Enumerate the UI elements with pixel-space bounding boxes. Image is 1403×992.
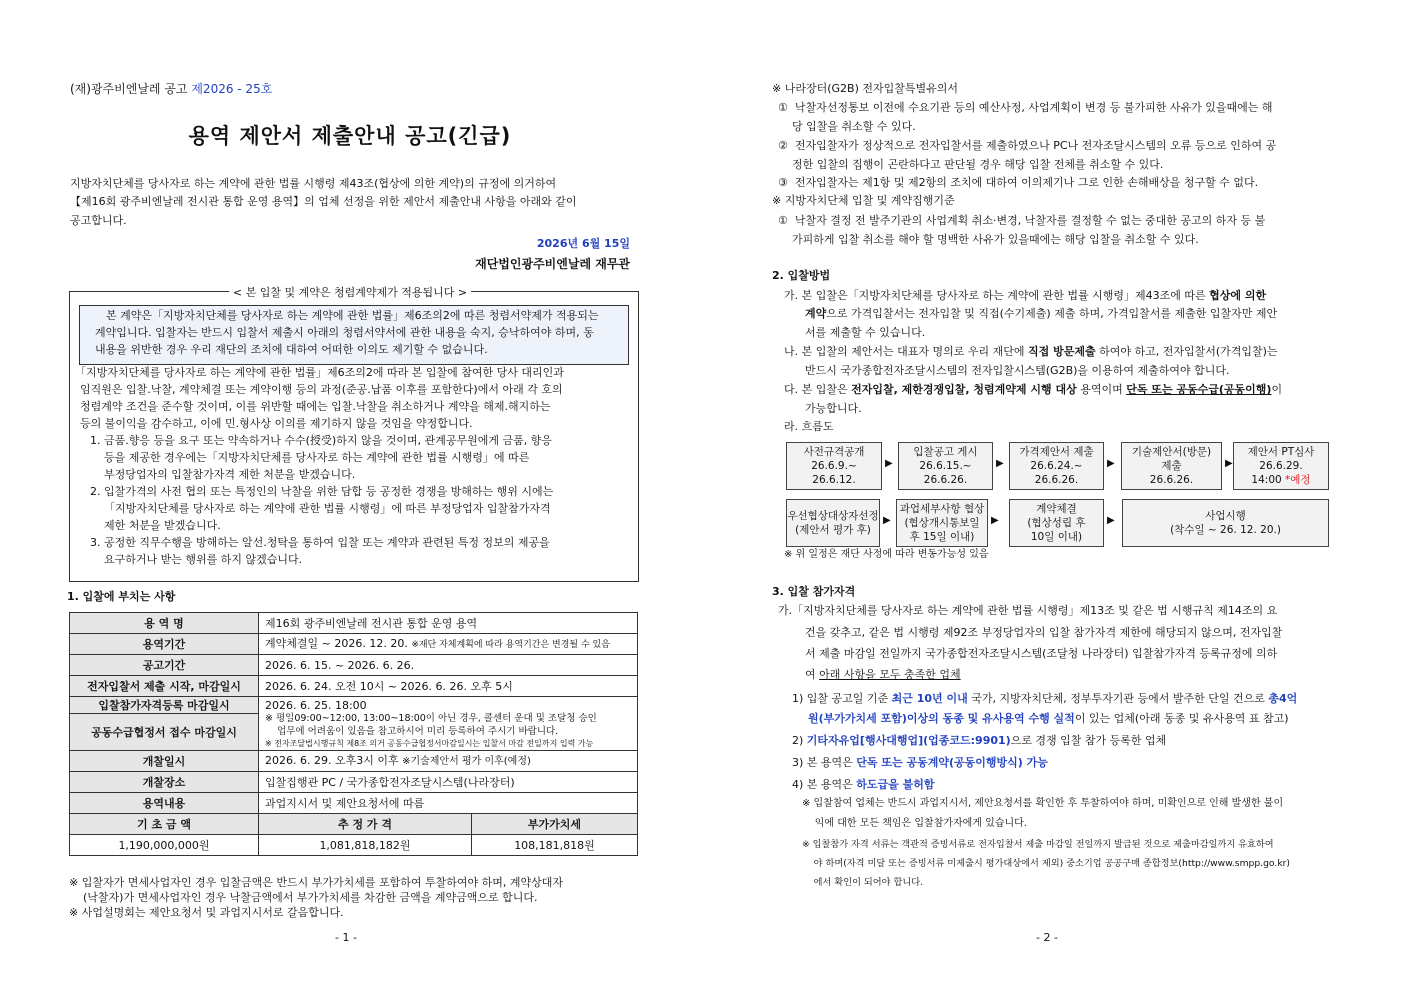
flow-step (786, 499, 880, 547)
s3-ga-text: 여 (805, 668, 816, 681)
price-header: 추 정 가 격 (259, 814, 472, 835)
flow-step-date: 26.6.24.~ (1030, 460, 1083, 472)
s3-2-blue: 기타자유업[행사대행업](업종코드:9901) (806, 734, 1011, 747)
notice-prefix: (재)광주비엔날레 공고 (70, 82, 188, 96)
row-value: 2026. 6. 24. 오전 10시 ~ 2026. 6. 26. 오후 5시 (259, 676, 638, 697)
s2-ga-line-2 (805, 307, 1277, 321)
footnote: ※ 사업설명회는 제안요청서 및 과업지시서로 갈음합니다. (69, 906, 344, 919)
flow-step-label: 사업시행 (1205, 510, 1246, 522)
integrity-body-line: 등의 불이익을 감수하고, 이에 민.형사상 이의를 제기하지 않을 것임을 약정합니다. (80, 417, 473, 430)
integrity-inner-line: 계약입니다. 입찰자는 반드시 입찰서 제출시 아래의 청렴서약서에 관한 내용을 숙지, 승낙하여야 하며, 동 (95, 326, 594, 339)
page-2 (700, 0, 1403, 992)
notice-no: 제2026 - 25호 (191, 82, 273, 96)
s3-ga-underline: 아래 사항을 모두 충족한 업체 (819, 668, 961, 681)
flow-step-date: 후 15일 이내) (909, 531, 975, 543)
s3-1-text: 1) 입찰 공고일 기준 (792, 692, 889, 705)
s3-1-blue: 총4억 (1268, 692, 1298, 705)
footnote: ※ 입찰자가 면세사업자인 경우 입찰금액은 반드시 부가가치세를 포함하여 투찰하여야 하며, 계약상대자 (69, 876, 563, 889)
flow-step-date: 26.6.9.~ (811, 460, 857, 472)
row-label: 입찰참가자격등록 마감일시 (70, 697, 259, 714)
s3-1-line-1 (792, 692, 1297, 706)
row-value (259, 751, 638, 772)
flow-step-date: 26.6.15.~ (919, 460, 972, 472)
notice-number (70, 82, 272, 96)
flow-step (896, 499, 988, 547)
flow-step-label: 제안서 PT심사 (1247, 446, 1315, 458)
g2b-header: ※ 나라장터(G2B) 전자입찰특별유의서 (772, 82, 958, 95)
s2-ga-line-1 (784, 289, 1266, 303)
s3-4-line (792, 778, 935, 792)
flow-step-label: 계약체결 (1036, 503, 1077, 515)
s2-na-line-1 (784, 345, 1278, 359)
row-value (259, 697, 638, 751)
integrity-item: 3. 공정한 직무수행을 방해하는 알선.청탁을 통하여 입찰 또는 계약과 관련된 특정 정보의 제공을 (90, 536, 550, 549)
s3-1-blue: 최근 10년 이내 (891, 692, 968, 705)
integrity-inner-line: 본 계약은「지방자치단체를 당사자로 하는 계약에 관한 법률」제6조의2에 따른 청렴서약제가 적용되는 (106, 309, 599, 322)
s3-note: ※ 입찰참여 업체는 반드시 과업지시서, 제안요청서를 확인한 후 투찰하여야 하며, 미확인으로 인해 발생한 불이 (802, 798, 1284, 809)
price-value: 1,081,818,182원 (259, 835, 472, 856)
s2-ga-text: 가. 본 입찰은「지방자치단체를 당사자로 하는 계약에 관한 법률 시행령」제43조에 따른 (784, 289, 1206, 302)
s3-note: 야 하며(자격 미달 또는 증빙서류 미제출시 평가대상에서 제외) 중소기업 공공구매 종합정보(http://www.smpp.go.kr) (802, 858, 1290, 869)
flow-step-label: 우선협상대상자선정 (787, 510, 879, 522)
flow-step (786, 442, 882, 490)
table-row (70, 613, 638, 634)
price-header-row (70, 814, 638, 835)
page-1 (0, 0, 700, 992)
section-1-title: 1. 입찰에 부치는 사항 (67, 590, 176, 603)
intro-line-2: 【제16회 광주비엔날레 전시관 통합 운영 용역】의 업체 선정을 위한 제안서 제출안내 사항을 아래와 같이 (70, 195, 577, 208)
flow-step-date: 26.6.12. (812, 474, 856, 486)
integrity-item: 부정당업자의 입찰참가자격 제한 처분을 받겠습니다. (90, 468, 356, 481)
s3-4-text: 4) 본 용역은 (792, 778, 853, 791)
table-row (70, 772, 638, 793)
integrity-item: 등을 제공한 경우에는「지방자치단체를 당사자로 하는 계약에 관한 법률 시행령」에 따른 (90, 451, 530, 464)
price-value-row (70, 835, 638, 856)
s2-da-underline: 단독 또는 공동수급(공동이행) (1126, 383, 1272, 396)
row-label: 공고기간 (70, 655, 259, 676)
g2b-item: ① 낙찰자선정통보 이전에 수요기관 등의 예산사정, 사업계획이 변경 등 불가피한 사유가 있을때에는 해 (778, 101, 1273, 114)
g2b-item: 당 입찰을 취소할 수 있다. (778, 120, 916, 133)
s3-ga-line: 건을 갖추고, 같은 법 시행령 제92조 부정당업자의 입찰 참가자격 제한에 해당되지 않으며, 전자입찰 (805, 626, 1283, 639)
flow-step-date: 10일 이내) (1030, 531, 1083, 543)
flow-step-label: 기술제안서(방문) (1131, 446, 1212, 458)
flow-step-date: (제안서 평가 후) (795, 524, 871, 536)
s3-1-text: 이 있는 업체(아래 동종 및 유사용역 표 참고) (1074, 712, 1289, 725)
section-3-title: 3. 입찰 참가자격 (772, 585, 856, 598)
integrity-item: 요구하거나 받는 행위를 하지 않겠습니다. (90, 553, 303, 566)
s2-ga-text: 으로 가격입찰서는 전자입찰 및 직접(수기제출) 제출 하며, 가격입찰서를 제출한 입찰자만 제안 (826, 307, 1278, 320)
intro-line-1: 지방자치단체를 당사자로 하는 계약에 관한 법률 시행령 제43조(협상에 의한 계약)의 규정에 의거하여 (70, 177, 557, 190)
integrity-item: 「지방자치단체를 당사자로 하는 계약에 관한 법률 시행령」에 따른 부정당업자 입찰참가자격 (90, 502, 551, 515)
arrow-icon: ▶ (885, 458, 893, 469)
flow-step-date: 26.6.26. (923, 474, 968, 486)
s3-2-line (792, 734, 1166, 748)
arrow-icon: ▶ (991, 515, 999, 526)
flow-step-expected: *예정 (1285, 474, 1311, 486)
price-header: 부가가치세 (472, 814, 638, 835)
flow-step (1233, 442, 1329, 490)
row-note: ※재단 자체계획에 따라 용역기간은 변경될 수 있음 (411, 639, 610, 650)
row-value: 과업지시서 및 제안요청서에 따름 (259, 793, 638, 814)
g2b-item: ② 전자입찰자가 정상적으로 전자입찰서를 제출하였으나 PC나 전자조달시스템의 오류 등으로 인하여 공 (778, 139, 1277, 152)
s2-ga-bold: 협상에 의한 (1209, 289, 1267, 302)
s2-da-text: 다. 본 입찰은 (784, 383, 848, 396)
flow-step-date: 26.6.26. (1149, 474, 1194, 486)
s3-note: 익에 대한 모든 책임은 입찰참가자에게 있습니다. (802, 818, 1027, 829)
g2b-item: 정한 입찰의 집행이 곤란하다고 판단될 경우 해당 입찰 전체를 취소할 수 있다. (778, 158, 1164, 171)
integrity-item: 제한 처분을 받겠습니다. (90, 519, 221, 532)
s3-2-text: 2) (792, 734, 804, 747)
s3-1-line-2 (808, 712, 1289, 726)
flow-step (1009, 442, 1104, 490)
s3-1-blue: 원(부가가치세 포함)이상의 동종 및 유사용역 수행 실적 (808, 712, 1075, 725)
intro-line-3: 공고합니다. (70, 214, 127, 227)
arrow-icon: ▶ (1107, 458, 1115, 469)
flow-step-date (1234, 473, 1328, 487)
integrity-header (0, 286, 700, 300)
row-label: 개찰일시 (70, 751, 259, 772)
flow-note: ※ 위 일정은 재단 사정에 따라 변동가능성 있음 (784, 549, 989, 560)
row-value: 2026. 6. 15. ~ 2026. 6. 26. (259, 655, 638, 676)
section-2-title: 2. 입찰방법 (772, 269, 831, 282)
row-value-text: 2026. 6. 29. 오후3시 이후 (265, 754, 399, 767)
s2-ga-bold: 계약 (805, 307, 827, 320)
s2-da-bold: 전자입찰, 제한경쟁입찰, 청렴계약제 시행 대상 (851, 383, 1077, 396)
row-note: ※ 전자조달법시행규칙 제8조 의거 공동수급협정서마감일시는 입찰서 마감 전일까지 입력 가능 (265, 739, 594, 748)
row-value: 제16회 광주비엔날레 전시관 통합 운영 용역 (259, 613, 638, 634)
integrity-inner-line: 내용을 위반한 경우 우리 재단의 조치에 대하여 어떠한 이의도 제기할 수 없습니다. (95, 343, 488, 356)
flow-step-date: (착수일 ~ 26. 12. 20.) (1170, 524, 1281, 536)
price-value: 108,181,818원 (472, 835, 638, 856)
price-value: 1,190,000,000원 (70, 835, 259, 856)
s2-na-line-2: 반드시 국가종합전자조달시스템의 전자입찰시스템(G2B)을 이용하여 제출하여야 합니다. (805, 364, 1230, 377)
local-header: ※ 지방자치단체 입찰 및 계약집행기준 (772, 194, 955, 207)
s2-na-bold: 직접 방문제출 (1028, 345, 1096, 358)
s3-2-text: 으로 경쟁 입찰 참가 등록한 업체 (1010, 734, 1167, 747)
flow-step (1122, 499, 1329, 547)
table-row (70, 751, 638, 772)
s2-na-text: 하여야 하고, 전자입찰서(가격입찰)는 (1099, 345, 1278, 358)
flow-step-date: (협상성립 후 (1027, 517, 1086, 529)
integrity-body-line: 「지방자치단체를 당사자로 하는 계약에 관한 법률」제6조의2에 따라 본 입찰에 참여한 당사 대리인과 (75, 366, 564, 379)
table-row (70, 676, 638, 697)
page-number: - 2 - (1036, 931, 1058, 944)
page-title: 용역 제안서 제출안내 공고(긴급) (188, 124, 512, 148)
flow-step-label: 사전규격공개 (803, 446, 865, 458)
s3-note: 에서 확인이 되어야 합니다. (802, 877, 923, 888)
row-label: 개찰장소 (70, 772, 259, 793)
s2-da-line-1 (784, 383, 1282, 397)
flow-step-label: 과업세부사항 협상 (899, 503, 985, 515)
integrity-body-line: 청렴계약 조건을 준수할 것이며, 이를 위반할 때에는 입찰.낙찰을 취소하거나 계약을 해제.해지하는 (80, 400, 551, 413)
flow-step-date: 26.6.29. (1259, 460, 1303, 472)
table-row (70, 655, 638, 676)
flow-step-date: (협상개시통보일 (904, 517, 980, 529)
row-note: 업무에 어려움이 있음을 참고하시어 미리 등록하여 주시기 바랍니다. (265, 726, 559, 737)
row-value-text: 계약체결일 ~ 2026. 12. 20. (265, 636, 408, 650)
s2-ra: 라. 흐름도 (784, 420, 834, 433)
s3-3-text: 3) 본 용역은 (792, 756, 853, 769)
row-value: 입찰집행관 PC / 국가종합전자조달시스템(나라장터) (259, 772, 638, 793)
s2-da-text: 이 (1271, 383, 1283, 396)
row-label: 공동수급협정서 접수 마감일시 (70, 714, 259, 751)
local-item: ① 낙찰자 결정 전 발주기관의 사업계획 취소·변경, 낙찰자를 결정할 수 없는 중대한 공고의 하자 등 불 (778, 214, 1266, 227)
row-value (259, 634, 638, 655)
flow-step (1121, 442, 1222, 490)
notice-date: 2026년 6월 15일 (536, 237, 630, 250)
s3-ga-line (805, 668, 961, 682)
g2b-item: ③ 전자입찰자는 제1항 및 제2항의 조치에 대하여 이의제기나 그로 인한 손해배상을 청구할 수 없다. (778, 176, 1259, 189)
s2-ga-line-3: 서를 제출할 수 있습니다. (805, 326, 926, 339)
local-item: 가피하게 입찰 취소를 해야 할 명백한 사유가 있을때에는 해당 입찰을 취소할 수 있다. (778, 233, 1199, 246)
s2-da-text: 용역이며 (1080, 383, 1123, 396)
arrow-icon: ▶ (1107, 515, 1115, 526)
issuer: 재단법인광주비엔날레 재무관 (475, 257, 630, 271)
s3-ga-line: 가.「지방자치단체를 당사자로 하는 계약에 관한 법률 시행령」제13조 및 같은 법 시행규칙 제14조의 요 (778, 604, 1278, 617)
flow-step (898, 442, 993, 490)
s3-3-blue: 단독 또는 공동계약(공동이행방식) 가능 (856, 756, 1048, 769)
flow-step-date: 제출 (1161, 460, 1182, 472)
flow-step-label: 가격제안서 제출 (1019, 446, 1094, 458)
s2-da-line-2: 가능합니다. (805, 402, 862, 415)
s3-4-blue: 하도급을 불허함 (856, 778, 935, 791)
row-label: 용 역 명 (70, 613, 259, 634)
flow-step-time: 14:00 (1251, 474, 1282, 486)
s2-na-text: 나. 본 입찰의 제안서는 대표자 명의로 우리 재단에 (784, 345, 1025, 358)
arrow-icon: ▶ (883, 515, 891, 526)
integrity-header-text: < 본 입찰 및 계약은 청렴계약제가 적용됩니다 > (229, 286, 471, 299)
row-value-text: 2026. 6. 25. 18:00 (265, 699, 367, 712)
row-label: 전자입찰서 제출 시작, 마감일시 (70, 676, 259, 697)
footnote: (낙찰자)가 면세사업자인 경우 낙찰금액에서 부가가치세를 차감한 금액을 계약금액으로 합니다. (69, 891, 538, 904)
integrity-body-line: 임직원은 입찰.낙찰, 계약체결 또는 계약이행 등의 과정(준공.납품 이후를 포함한다)에서 아래 각 호의 (80, 383, 563, 396)
table-row (70, 793, 638, 814)
table-row (70, 697, 638, 714)
s3-note: ※ 입찰참가 자격 서류는 객관적 증빙서류로 전자입찰서 제출 마감일 전일까지 발급된 것으로 제출마감일까지 유효하여 (802, 839, 1274, 850)
s3-ga-line: 서 제출 마감일 전일까지 국가종합전자조달시스템(조달청 나라장터) 입찰참가자격 등록규정에 의하 (805, 647, 1278, 660)
row-label: 용역기간 (70, 634, 259, 655)
arrow-icon: ▶ (1225, 458, 1233, 469)
flow-step (1009, 499, 1104, 547)
table-row (70, 634, 638, 655)
s3-1-text: 국가, 지방자치단체, 정부투자기관 등에서 발주한 단일 건으로 (971, 692, 1265, 705)
bid-info-table (69, 612, 638, 856)
row-note: ※기술제안서 평가 이후(예정) (402, 756, 531, 767)
flow-step-label: 입찰공고 게시 (913, 446, 978, 458)
row-note: ※ 평일09:00~12:00, 13:00~18:00이 아닌 경우, 콜센터 운대 및 조달청 승인 (265, 713, 597, 724)
integrity-item: 2. 입찰가격의 사전 협의 또는 특정인의 낙찰을 위한 담합 등 공정한 경쟁을 방해하는 행위 시에는 (90, 485, 554, 498)
row-label: 용역내용 (70, 793, 259, 814)
page-number: - 1 - (335, 931, 357, 944)
price-header: 기 초 금 액 (70, 814, 259, 835)
arrow-icon: ▶ (996, 458, 1004, 469)
flow-step-date: 26.6.26. (1034, 474, 1079, 486)
s3-3-line (792, 756, 1048, 770)
integrity-item: 1. 금품.향응 등을 요구 또는 약속하거나 수수(授受)하지 않을 것이며, 관계공무원에게 금품, 향응 (90, 434, 552, 447)
